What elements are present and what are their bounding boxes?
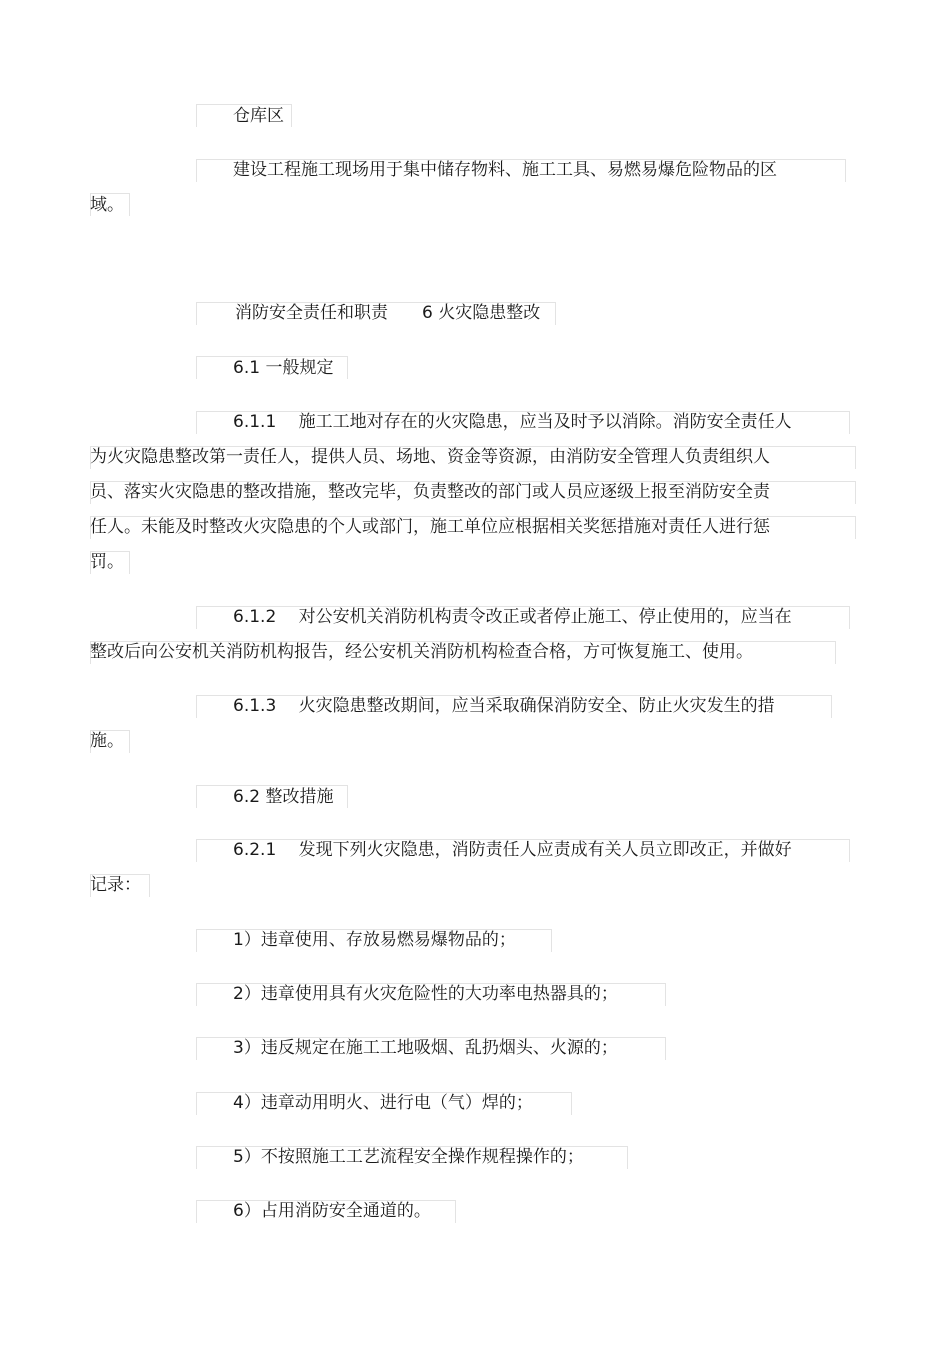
section-heading: 消防安全责任和职责 6 火灾隐患整改 [235,303,541,323]
list-item: 6）占用消防安全通道的。 [233,1201,431,1221]
clause-6-1-1-line-2: 为火灾隐患整改第一责任人，提供人员、场地、资金等资源，由消防安全管理人负责组织人 [90,447,770,467]
list-item: 3）违反规定在施工工地吸烟、乱扔烟头、火源的； [233,1038,618,1058]
warehouse-definition-line-1: 建设工程施工现场用于集中储存物料、施工工具、易燃易爆危险物品的区 [233,160,777,180]
clause-6-1-1-line-3: 员、落实火灾隐患的整改措施，整改完毕，负责整改的部门或人员应逐级上报至消防安全责 [90,482,770,502]
clause-6-2-1-line-2: 记录： [90,875,141,895]
clause-6-1-1-line-1: 6.1.1 施工工地对存在的火灾隐患，应当及时予以消除。消防安全责任人 [233,412,792,432]
clause-6-1-2-line-2: 整改后向公安机关消防机构报告，经公安机关消防机构检查合格，方可恢复施工、使用。 [90,642,753,662]
clause-6-1-3-line-1: 6.1.3 火灾隐患整改期间，应当采取确保消防安全、防止火灾发生的措 [233,696,775,716]
clause-6-2-1-line-1: 6.2.1 发现下列火灾隐患，消防责任人应责成有关人员立即改正，并做好 [233,840,792,860]
clause-6-1-2-line-1: 6.1.2 对公安机关消防机构责令改正或者停止施工、停止使用的，应当在 [233,607,792,627]
clause-6-1-3-line-2: 施。 [90,731,124,751]
subsection-6-2-title: 6.2 整改措施 [233,787,334,807]
clause-6-1-1-line-4: 任人。未能及时整改火灾隐患的个人或部门，施工单位应根据相关奖惩措施对责任人进行惩 [90,517,770,537]
warehouse-term: 仓库区 [233,106,284,126]
list-item: 4）违章动用明火、进行电（气）焊的； [233,1093,533,1113]
list-item: 2）违章使用具有火灾危险性的大功率电热器具的； [233,984,618,1004]
warehouse-definition-line-2: 域。 [90,195,124,215]
clause-6-1-1-line-5: 罚。 [90,552,124,572]
list-item: 5）不按照施工工艺流程安全操作规程操作的； [233,1147,584,1167]
subsection-6-1-title: 6.1 一般规定 [233,358,334,378]
list-item: 1）违章使用、存放易燃易爆物品的； [233,930,516,950]
